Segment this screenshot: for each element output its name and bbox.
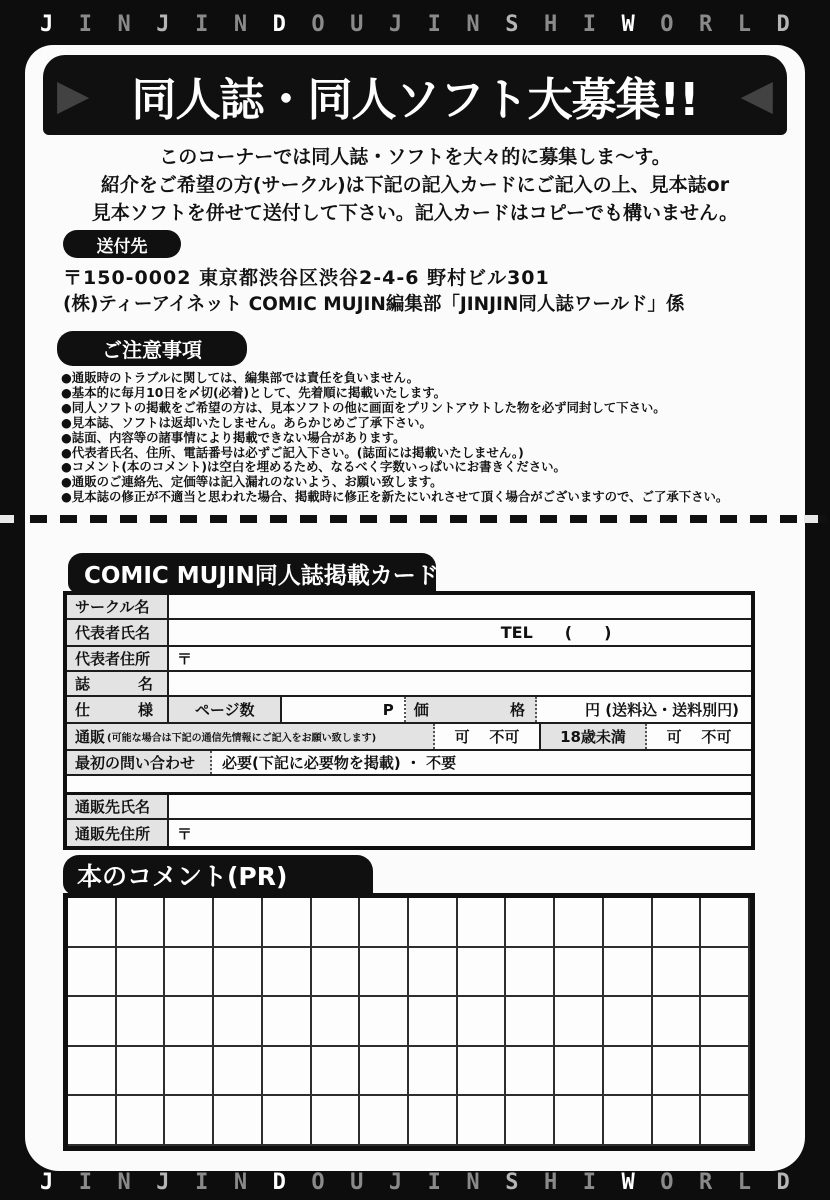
banner-letter: O xyxy=(660,1170,674,1195)
mail-order-ok: 可 xyxy=(454,728,470,746)
comment-grid-cell xyxy=(360,898,409,948)
comment-grid-cell xyxy=(312,997,361,1047)
under18-ok: 可 xyxy=(666,728,682,746)
form-row-spec xyxy=(67,697,751,724)
comment-grid-cell xyxy=(555,898,604,948)
pages-field: P xyxy=(282,697,405,722)
banner-letter: I xyxy=(78,1170,93,1195)
comment-grid-cell xyxy=(653,1096,702,1146)
form-row-mail-address xyxy=(67,820,751,846)
comment-grid-cell xyxy=(165,1096,214,1146)
comment-grid-cell xyxy=(653,948,702,998)
mail-order-choice xyxy=(435,724,541,749)
comment-grid-cell xyxy=(506,948,555,998)
title-banner xyxy=(43,55,787,135)
tel-paren-close: ) xyxy=(604,623,612,642)
shipping-badge: 送付先 xyxy=(63,230,181,258)
comment-grid-cell xyxy=(409,1096,458,1146)
comment-grid-cell xyxy=(701,898,750,948)
comment-grid-cell xyxy=(117,997,166,1047)
comment-grid-cell xyxy=(360,948,409,998)
note-item: ●見本誌、ソフトは返却いたしません。あらかじめご了承下さい。 xyxy=(61,414,432,430)
comment-grid-cell xyxy=(701,1096,750,1146)
comment-section-title: 本のコメント(PR) xyxy=(63,855,373,895)
banner-letter: I xyxy=(78,12,93,37)
rep-address-field xyxy=(169,647,751,670)
pages-label: ページ数 xyxy=(169,697,282,722)
comment-grid-cell xyxy=(312,1047,361,1097)
comment-grid-cell xyxy=(458,1047,507,1097)
comment-grid-cell xyxy=(312,1096,361,1146)
intro-line: 見本ソフトを併せて送付して下さい。記入カードはコピーでも構いません。 xyxy=(91,202,739,224)
comment-grid-cell xyxy=(263,898,312,948)
price-unit-text: 円 (送料込・送料別 xyxy=(585,701,718,719)
comment-grid-cell xyxy=(555,1096,604,1146)
shipping-address-line2: (株)ティーアイネット COMIC MUJIN編集部「JINJIN同人誌ワールド」係 xyxy=(63,294,685,315)
comment-grid xyxy=(63,893,755,1151)
tel-paren-open: ( xyxy=(564,623,573,642)
form-row-mail-name xyxy=(67,795,751,820)
rep-name-label: 代表者氏名 xyxy=(67,620,169,645)
comment-grid-cell xyxy=(458,948,507,998)
form-row-circle-name xyxy=(67,595,751,620)
comment-grid-cell xyxy=(458,1096,507,1146)
banner-letter: I xyxy=(195,12,209,37)
price-label: 価 格 xyxy=(406,697,537,722)
notes-badge: ご注意事項 xyxy=(57,331,247,366)
comment-grid-cell xyxy=(117,1047,166,1097)
price-field xyxy=(537,697,751,722)
postal-mark: 〒 xyxy=(177,650,193,668)
left-arrow-icon: ◀ xyxy=(740,70,773,119)
banner-letter: I xyxy=(427,1170,441,1195)
under18-ng: 不可 xyxy=(701,728,732,746)
banner-letter: D xyxy=(776,12,790,37)
comment-grid-cell xyxy=(214,948,263,998)
banner-letter: D xyxy=(272,12,286,37)
comment-grid-cell xyxy=(360,997,409,1047)
intro-line: このコーナーでは同人誌・ソフトを大々的に募集しま〜す。 xyxy=(159,146,671,168)
note-item: ●通販のご連絡先、定価等は記入漏れのないよう、お願い致します。 xyxy=(61,474,443,490)
comment-grid-cell xyxy=(555,1047,604,1097)
form-row-rep-address xyxy=(67,647,751,672)
spec-label: 仕 様 xyxy=(67,697,169,722)
comment-grid-cell xyxy=(117,948,166,998)
comment-grid-cell xyxy=(506,1096,555,1146)
comment-grid-cell xyxy=(68,997,117,1047)
circle-name-field xyxy=(169,595,751,618)
banner-letter: I xyxy=(582,1170,596,1195)
comment-grid-cell xyxy=(214,898,263,948)
comment-grid-cell xyxy=(263,1096,312,1146)
banner-letter: J xyxy=(40,1170,54,1195)
intro-line: 紹介をご希望の方(サークル)は下記の記入カードにご記入の上、見本誌or xyxy=(100,174,730,196)
banner-letter: O xyxy=(311,12,325,37)
comment-grid-cell xyxy=(506,898,555,948)
comment-grid-cell xyxy=(653,1047,702,1097)
banner-letter: J xyxy=(388,12,403,37)
note-item: ●基本的に毎月10日を〆切(必着)として、先着順に掲載いたします。 xyxy=(61,384,447,400)
shipping-address-line1: 〒150-0002 東京都渋谷区渋谷2-4-6 野村ビル301 xyxy=(63,267,550,289)
banner-letter: N xyxy=(117,12,131,37)
comment-grid-cell xyxy=(409,948,458,998)
comment-grid-cell xyxy=(604,948,653,998)
comment-grid-cell xyxy=(263,948,312,998)
comment-grid-cell xyxy=(701,1047,750,1097)
comment-grid-cell xyxy=(214,997,263,1047)
postal-mark: 〒 xyxy=(177,824,193,843)
banner-letter: O xyxy=(311,1170,325,1195)
mail-name-label: 通販先氏名 xyxy=(67,795,169,818)
banner-letter: I xyxy=(582,12,596,37)
page-title: 同人誌・同人ソフト大募集!! xyxy=(131,72,699,126)
price-unit-close: 円) xyxy=(717,701,739,719)
banner-letter: N xyxy=(233,1170,248,1195)
banner-letter: N xyxy=(466,12,480,37)
form-row-rep-name xyxy=(67,620,751,647)
banner-letter: H xyxy=(543,12,558,37)
mag-name-field xyxy=(169,672,751,695)
comment-grid-cell xyxy=(604,1047,653,1097)
under18-choice xyxy=(647,724,751,749)
under18-label: 18歳未満 xyxy=(541,724,647,749)
notes-list xyxy=(61,371,728,505)
mag-name-label: 誌 名 xyxy=(67,672,169,695)
comment-grid-cell xyxy=(68,1047,117,1097)
comment-grid-cell xyxy=(165,898,214,948)
comment-grid-cell xyxy=(165,948,214,998)
comment-grid-cell xyxy=(701,997,750,1047)
comment-grid-cell xyxy=(409,1047,458,1097)
banner-letter: I xyxy=(195,1170,209,1195)
banner-letter: J xyxy=(40,12,54,37)
intro-text xyxy=(25,143,805,227)
comment-grid-cell xyxy=(604,997,653,1047)
form-row-first-contact xyxy=(67,751,751,776)
mail-address-label: 通販先住所 xyxy=(67,820,169,846)
banner-letter: W xyxy=(621,1170,635,1195)
comment-grid-cell xyxy=(214,1096,263,1146)
tel-label: TEL xyxy=(500,623,533,642)
cut-line xyxy=(0,515,830,523)
right-arrow-icon: ▶ xyxy=(57,70,90,119)
first-contact-field: 必要(下記に必要物を掲載) ・ 不要 xyxy=(222,754,457,772)
banner-letter: S xyxy=(505,12,519,37)
comment-grid-cell xyxy=(555,948,604,998)
comment-grid-cell xyxy=(701,948,750,998)
comment-grid-cell xyxy=(604,1096,653,1146)
banner-letter: N xyxy=(466,1170,480,1195)
rep-name-field xyxy=(169,620,751,645)
note-item: ●誌面、内容等の諸事情により掲載できない場合があります。 xyxy=(61,429,406,445)
banner-letter: O xyxy=(660,12,674,37)
note-item: ●コメント(本のコメント)は空白を埋めるため、なるべく字数いっぱいにお書きください。 xyxy=(61,459,566,475)
comment-grid-cell xyxy=(165,1047,214,1097)
mail-order-label: 通販 (可能な場合は下記の通信先情報にご記入をお願い致します) xyxy=(67,724,435,749)
comment-grid-cell xyxy=(165,997,214,1047)
banner-letter: L xyxy=(737,1170,752,1195)
banner-letter: J xyxy=(388,1170,403,1195)
comment-grid-cell xyxy=(409,997,458,1047)
comment-grid-cell xyxy=(360,1096,409,1146)
comment-grid-cell xyxy=(653,997,702,1047)
comment-grid-cell xyxy=(604,898,653,948)
banner-letter: I xyxy=(427,12,441,37)
comment-grid-cell xyxy=(555,997,604,1047)
comment-grid-cell xyxy=(117,898,166,948)
comment-grid-cell xyxy=(214,1047,263,1097)
banner-letter: S xyxy=(505,1170,519,1195)
banner-letter: D xyxy=(272,1170,286,1195)
banner-letter: W xyxy=(621,12,635,37)
banner-letter: J xyxy=(156,12,170,37)
bottom-banner-letters xyxy=(0,1166,830,1200)
comment-grid-cell xyxy=(458,997,507,1047)
comment-grid-cell xyxy=(506,997,555,1047)
comment-grid-cell xyxy=(68,948,117,998)
banner-letter: U xyxy=(350,12,364,37)
rep-address-label: 代表者住所 xyxy=(67,647,169,670)
comment-grid-cell xyxy=(360,1047,409,1097)
form-row-spacer xyxy=(67,776,751,795)
form-row-mail-order xyxy=(67,724,751,751)
circle-name-label: サークル名 xyxy=(67,595,169,618)
form-page xyxy=(25,45,805,1171)
comment-grid-cell xyxy=(117,1096,166,1146)
form-row-mag-name xyxy=(67,672,751,697)
comment-grid-cell xyxy=(506,1047,555,1097)
mail-order-ng: 不可 xyxy=(489,728,520,746)
banner-letter: U xyxy=(350,1170,364,1195)
comment-grid-cell xyxy=(263,1047,312,1097)
banner-letter: J xyxy=(156,1170,170,1195)
note-item: ●見本誌の修正が不適当と思われた場合、掲載時に修正を新たにいれさせて頂く場合がございますので、ご了承下さい。 xyxy=(61,489,729,505)
comment-grid-cell xyxy=(68,898,117,948)
comment-grid-cell xyxy=(68,1096,117,1146)
comment-grid-cell xyxy=(653,898,702,948)
first-contact-label: 最初の問い合わせ xyxy=(67,751,212,774)
mail-name-field xyxy=(169,795,751,818)
note-item: ●同人ソフトの掲載をご希望の方は、見本ソフトの他に画面をプリントアウトした物を必ず同封して下さい。 xyxy=(61,399,666,415)
comment-grid-cell xyxy=(312,948,361,998)
comment-grid-cell xyxy=(263,997,312,1047)
banner-letter: R xyxy=(699,12,713,37)
note-item: ●通販時のトラブルに関しては、編集部では責任を負いません。 xyxy=(61,370,419,385)
comment-grid-cell xyxy=(409,898,458,948)
submission-form-table xyxy=(63,591,755,850)
banner-letter: N xyxy=(117,1170,131,1195)
banner-letter: N xyxy=(233,12,248,37)
mail-address-field xyxy=(169,820,751,846)
comment-grid-cell xyxy=(458,898,507,948)
note-item: ●代表者氏名、住所、電話番号は必ずご記入下さい。(誌面には掲載いたしません。) xyxy=(61,444,524,460)
banner-letter: L xyxy=(737,12,752,37)
comment-grid-cell xyxy=(312,898,361,948)
banner-letter: D xyxy=(776,1170,790,1195)
top-banner-letters xyxy=(0,8,830,42)
banner-letter: H xyxy=(543,1170,558,1195)
banner-letter: R xyxy=(699,1170,713,1195)
tel-label-group xyxy=(501,623,612,642)
form-card-title: COMIC MUJIN同人誌掲載カード xyxy=(68,553,436,593)
